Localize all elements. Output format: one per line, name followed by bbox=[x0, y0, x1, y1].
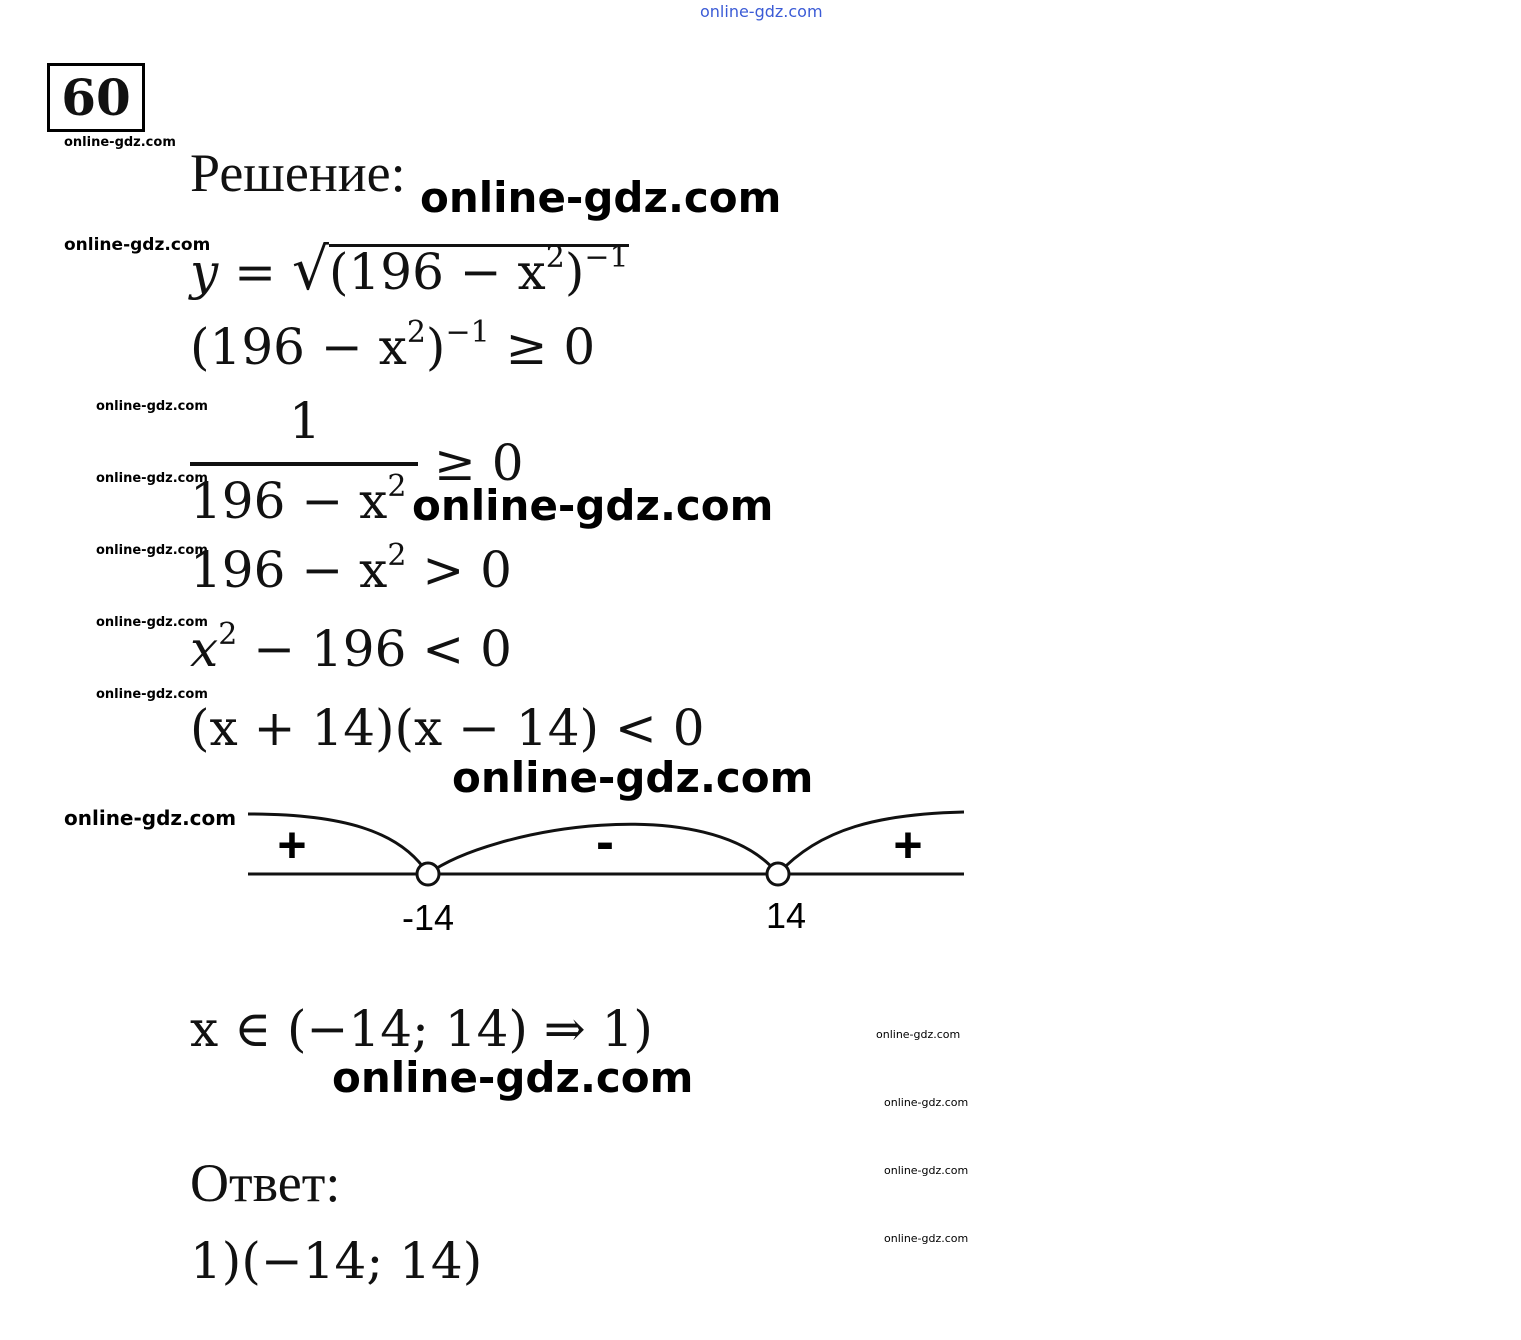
fraction-numerator: 1 bbox=[289, 392, 321, 450]
watermark-small: online-gdz.com bbox=[64, 135, 176, 150]
sqrt-radicand: $(196 - x^2)^{-1}$ bbox=[328, 240, 629, 301]
answer-heading: Ответ: bbox=[190, 1153, 341, 1213]
equation-quadratic: $x^2 - 196 < 0$ bbox=[190, 617, 512, 678]
sqrt-sign-icon: √ bbox=[291, 235, 329, 303]
equation-domain-condition: $(196 - x^2)^{-1} \ge 0$ bbox=[190, 315, 596, 376]
watermark-top: online-gdz.com bbox=[700, 2, 823, 21]
sign-minus-middle: - bbox=[596, 812, 614, 872]
equation-denominator-positive: $196 - x^2 > 0$ bbox=[190, 538, 512, 599]
sign-number-line bbox=[240, 800, 970, 945]
sign-arc-right bbox=[778, 812, 964, 874]
watermark-small: online-gdz.com bbox=[96, 399, 208, 414]
watermark-large: online-gdz.com bbox=[332, 1053, 694, 1102]
solution-result: x ∈ (−14; 14) ⇒ 1) bbox=[190, 1000, 653, 1058]
watermark-small: online-gdz.com bbox=[96, 615, 208, 630]
watermark-small: online-gdz.com bbox=[64, 235, 211, 255]
sign-plus-left: + bbox=[277, 817, 307, 873]
open-point-left bbox=[417, 863, 439, 885]
watermark-small: online-gdz.com bbox=[884, 1096, 969, 1109]
watermark-large: online-gdz.com bbox=[420, 173, 782, 222]
open-point-right bbox=[767, 863, 789, 885]
fraction-denominator: $196 - x^2$ bbox=[190, 469, 407, 530]
equation-function: $y = √(196 - x^2)^{-1}$ bbox=[190, 235, 629, 303]
watermark-small: online-gdz.com bbox=[876, 1028, 961, 1041]
watermark-small: online-gdz.com bbox=[884, 1232, 969, 1245]
fraction-relation: ≥ 0 bbox=[434, 434, 524, 492]
watermark-large: online-gdz.com bbox=[412, 481, 774, 530]
solution-heading: Решение: bbox=[190, 143, 406, 203]
watermark-small: online-gdz.com bbox=[64, 806, 237, 830]
point-label-right: 14 bbox=[765, 895, 807, 936]
problem-number: 60 bbox=[47, 63, 145, 132]
watermark-large: online-gdz.com bbox=[452, 753, 814, 802]
watermark-small: online-gdz.com bbox=[96, 543, 208, 558]
answer-value: 1)(−14; 14) bbox=[190, 1232, 483, 1290]
sign-arc-left bbox=[248, 814, 428, 874]
sign-plus-right: + bbox=[893, 817, 923, 873]
watermark-small: online-gdz.com bbox=[96, 687, 208, 702]
equation-factored: (x + 14)(x − 14) < 0 bbox=[190, 699, 705, 757]
fraction-bar bbox=[190, 462, 418, 466]
watermark-small: online-gdz.com bbox=[96, 471, 208, 486]
watermark-small: online-gdz.com bbox=[884, 1164, 969, 1177]
point-label-left: -14 bbox=[401, 897, 455, 938]
